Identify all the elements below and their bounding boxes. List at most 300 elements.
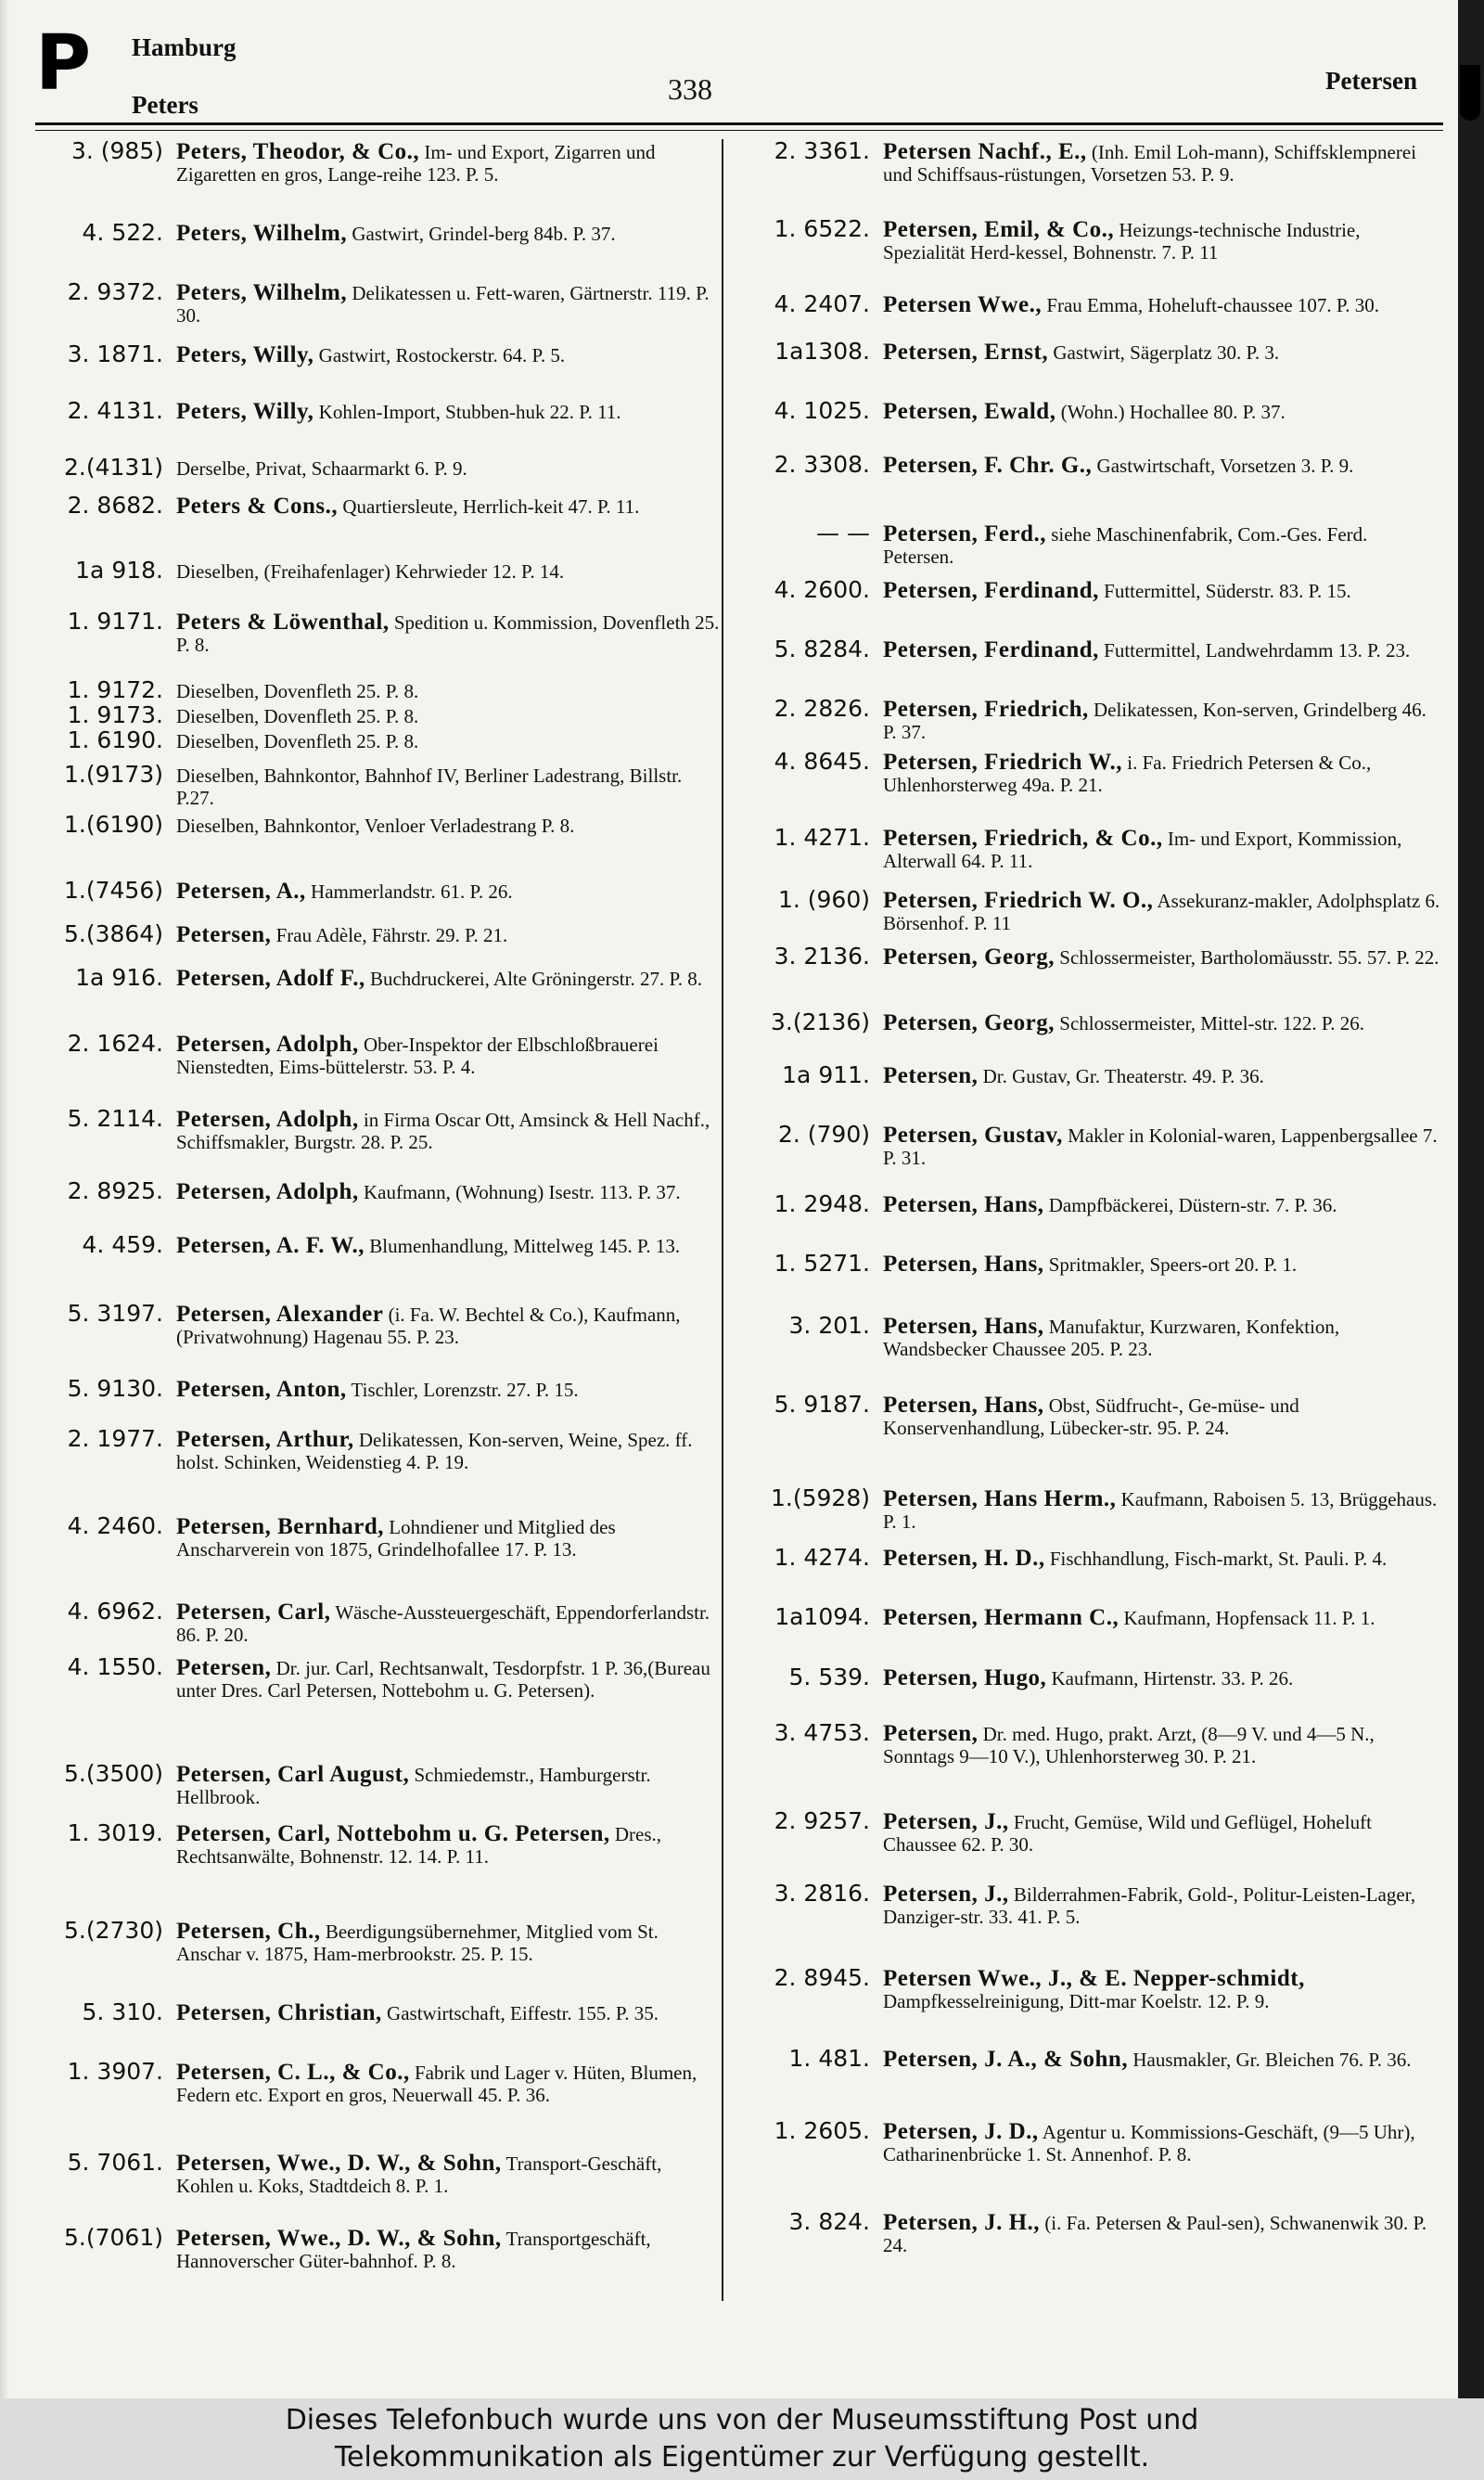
phone-number: 1.(7456) xyxy=(64,877,163,904)
subscriber-name: Petersen, F. Chr. G., xyxy=(883,453,1093,478)
phone-number: 3. 201. xyxy=(788,1312,870,1339)
subscriber-name: Petersen, Adolph, xyxy=(176,1107,359,1132)
directory-entry xyxy=(742,1807,1443,1856)
subscriber-name: Petersen, Hans Herm., xyxy=(883,1486,1117,1511)
directory-entry xyxy=(742,1250,1443,1278)
subscriber-details: siehe Maschinenfabrik, Com.-Ges. Ferd. Petersen. xyxy=(883,523,1368,568)
subscriber-name: Petersen, J. A., & Sohn, xyxy=(883,2047,1129,2072)
subscriber-name: Petersen, J., xyxy=(883,1809,1009,1834)
subscriber-name: Petersen, Hans, xyxy=(883,1393,1044,1418)
page-number: 338 xyxy=(668,72,712,106)
subscriber-details: in Firma Oscar Ott, Amsinck & Hell Nachf., Schiffsmakler, Burgstr. 28. P. 25. xyxy=(176,1109,710,1153)
phone-number: 3. 1871. xyxy=(67,341,163,367)
entry-text xyxy=(176,1177,723,1203)
entry-text xyxy=(883,2045,1443,2071)
entry-text xyxy=(176,1030,723,1078)
entry-text xyxy=(176,811,723,837)
directory-entry xyxy=(742,2045,1443,2073)
header-first-name: Peters xyxy=(132,91,198,119)
archive-notice-line-2: Telekommunikation als Eigentümer zur Verfügung gestellt. xyxy=(334,2441,1150,2474)
subscriber-details: Transport-Geschäft, Kohlen u. Koks, Stadtdeich 8. P. 1. xyxy=(176,2152,662,2197)
archive-notice xyxy=(0,2398,1484,2480)
subscriber-name: Peters, Willy, xyxy=(176,342,314,367)
entry-text xyxy=(883,1664,1443,1690)
phone-number: 5.(3500) xyxy=(64,1760,163,1787)
header-rule-thin xyxy=(35,130,1443,131)
entry-text xyxy=(883,1603,1443,1629)
subscriber-name: Petersen Wwe., J., & E. Nepper-schmidt, xyxy=(883,1966,1305,1991)
subscriber-details: Dr. med. Hugo, prakt. Arzt, (8—9 V. und 4—5 N., Sonntags 9—10 V.), Uhlenhorsterweg 30. P. 21. xyxy=(883,1723,1375,1767)
entry-text xyxy=(176,492,723,518)
subscriber-name: Petersen, Friedrich, & Co., xyxy=(883,826,1163,851)
subscriber-details: Gastwirt, Sägerplatz 30. P. 3. xyxy=(1053,341,1280,364)
phone-number: 5. 539. xyxy=(788,1664,870,1690)
directory-entry xyxy=(37,608,723,656)
subscriber-name: Petersen, Friedrich W. O., xyxy=(883,888,1154,913)
phone-number: 1.(5928) xyxy=(771,1484,870,1511)
subscriber-name: Petersen, Ernst, xyxy=(883,340,1049,365)
directory-entry xyxy=(37,1998,723,2026)
phone-number: 5.(3864) xyxy=(64,920,163,947)
subscriber-name: Peters, Theodor, & Co., xyxy=(176,139,420,164)
phone-number: 3. 824. xyxy=(788,2208,870,2235)
entry-text xyxy=(176,964,723,990)
subscriber-name: Petersen, Carl, Nottebohm u. G. Petersen, xyxy=(176,1821,610,1846)
subscriber-name: Petersen, Christian, xyxy=(176,2000,382,2025)
entry-text xyxy=(883,1807,1443,1856)
directory-entry xyxy=(37,1177,723,1205)
subscriber-details: Blumenhandlung, Mittelweg 145. P. 13. xyxy=(369,1235,681,1257)
subscriber-name: Petersen, Friedrich W., xyxy=(883,750,1122,775)
entry-text xyxy=(176,1598,723,1646)
subscriber-name: Petersen, Anton, xyxy=(176,1377,347,1402)
directory-entry xyxy=(742,137,1443,186)
subscriber-name: Petersen, Hans, xyxy=(883,1252,1044,1277)
directory-entry xyxy=(742,2117,1443,2165)
entry-text xyxy=(883,1190,1443,1216)
subscriber-name: Petersen, A., xyxy=(176,879,306,904)
entry-text xyxy=(883,215,1443,263)
subscriber-name: Petersen, Emil, & Co., xyxy=(883,217,1115,242)
subscriber-details: Derselbe, Privat, Schaarmarkt 6. P. 9. xyxy=(176,457,467,480)
phone-number: 5. 9187. xyxy=(774,1391,870,1418)
phone-number: 1a 918. xyxy=(75,557,163,584)
phone-number: 1a1094. xyxy=(774,1603,870,1630)
entry-text xyxy=(176,1105,723,1153)
subscriber-name: Petersen, Adolf F., xyxy=(176,966,365,991)
phone-number: 1. 6190. xyxy=(67,726,163,753)
phone-number: 4. 2600. xyxy=(774,576,870,603)
directory-entry xyxy=(37,761,723,809)
subscriber-name: Petersen, J., xyxy=(883,1882,1009,1907)
entry-text xyxy=(176,137,723,186)
page-tab-notch xyxy=(1460,65,1480,121)
subscriber-details: i. Fa. Friedrich Petersen & Co., Uhlenhorsterweg 49a. P. 21. xyxy=(883,752,1372,796)
subscriber-name: Peters, Wilhelm, xyxy=(176,221,348,246)
subscriber-name: Petersen, xyxy=(176,1655,272,1680)
subscriber-details: Tischler, Lorenzstr. 27. P. 15. xyxy=(351,1379,579,1401)
phone-number: 1. 481. xyxy=(788,2045,870,2072)
phone-number: 1. 9171. xyxy=(67,608,163,635)
entry-text xyxy=(176,726,723,752)
subscriber-details: (i. Fa. W. Bechtel & Co.), Kaufmann, (Privatwohnung) Hagenau 55. P. 23. xyxy=(176,1304,681,1348)
phone-number: 5. 8284. xyxy=(774,636,870,662)
phone-number: 4. 459. xyxy=(82,1231,163,1258)
phone-number: 2. 9372. xyxy=(67,278,163,305)
phone-number: 4. 2407. xyxy=(774,290,870,317)
page-left-edge xyxy=(0,0,9,2398)
subscriber-details: Dr. Gustav, Gr. Theaterstr. 49. P. 36. xyxy=(982,1065,1264,1087)
subscriber-details: Kaufmann, Hopfensack 11. P. 1. xyxy=(1123,1607,1375,1629)
subscriber-details: Spedition u. Kommission, Dovenfleth 25. P. 8. xyxy=(176,611,720,656)
subscriber-details: Delikatessen u. Fett-waren, Gärtnerstr. 119. P. 30. xyxy=(176,282,710,327)
entry-text xyxy=(176,219,723,245)
directory-entry xyxy=(37,1375,723,1403)
subscriber-details: Dieselben, Dovenfleth 25. P. 8. xyxy=(176,705,419,727)
directory-entry xyxy=(742,1061,1443,1089)
entry-text xyxy=(883,748,1443,796)
entry-text xyxy=(176,397,723,423)
directory-entry xyxy=(742,576,1443,604)
entry-text xyxy=(883,1250,1443,1276)
entry-text xyxy=(176,1760,723,1808)
subscriber-name: Peters, Wilhelm, xyxy=(176,280,348,305)
phone-number: 4. 1025. xyxy=(774,397,870,424)
subscriber-name: Petersen, Wwe., D. W., & Sohn, xyxy=(176,2226,502,2251)
phone-number: 2. 3361. xyxy=(774,137,870,164)
phone-number: 4. 8645. xyxy=(774,748,870,775)
directory-entry xyxy=(742,1484,1443,1533)
subscriber-name: Petersen, Hans, xyxy=(883,1192,1044,1217)
subscriber-name: Petersen, Ch., xyxy=(176,1919,321,1944)
directory-entry xyxy=(37,137,723,186)
subscriber-details: Makler in Kolonial-waren, Lappenbergsallee 7. P. 31. xyxy=(883,1124,1438,1169)
directory-entry xyxy=(742,1121,1443,1169)
directory-entry xyxy=(37,811,723,839)
subscriber-name: Petersen, J. D., xyxy=(883,2119,1039,2144)
entry-text xyxy=(883,137,1443,186)
phone-number: — — xyxy=(816,520,870,546)
entry-text xyxy=(176,608,723,656)
directory-entry xyxy=(37,701,723,729)
phone-number: 1. 4271. xyxy=(774,824,870,851)
subscriber-details: Kaufmann, (Wohnung) Isestr. 113. P. 37. xyxy=(363,1181,681,1203)
directory-entry xyxy=(37,877,723,905)
subscriber-details: Kohlen-Import, Stubben-huk 22. P. 11. xyxy=(318,401,621,423)
subscriber-details: Futtermittel, Landwehrdamm 13. P. 23. xyxy=(1104,639,1411,662)
subscriber-details: Dampfbäckerei, Düstern-str. 7. P. 36. xyxy=(1048,1194,1337,1216)
section-letter: P xyxy=(35,19,92,108)
subscriber-name: Petersen, Arthur, xyxy=(176,1427,354,1452)
phone-number: 2. 8925. xyxy=(67,1177,163,1204)
entry-text xyxy=(883,576,1443,602)
directory-entry xyxy=(37,1425,723,1473)
directory-entry xyxy=(37,1917,723,1965)
subscriber-details: Im- und Export, Kommission, Alterwall 64. P. 11. xyxy=(883,828,1402,872)
subscriber-name: Petersen, Ferdinand, xyxy=(883,578,1099,603)
phone-number: 2. 3308. xyxy=(774,451,870,478)
subscriber-details: Dieselben, Dovenfleth 25. P. 8. xyxy=(176,680,419,702)
directory-entry xyxy=(742,748,1443,796)
entry-text xyxy=(883,2117,1443,2165)
subscriber-name: Peters, Willy, xyxy=(176,399,314,424)
directory-entry xyxy=(37,2149,723,2197)
phone-number: 1. 9173. xyxy=(67,701,163,728)
entry-text xyxy=(176,1819,723,1868)
entry-text xyxy=(176,2058,723,2106)
entry-text xyxy=(883,1009,1443,1034)
subscriber-name: Petersen, A. F. W., xyxy=(176,1233,365,1258)
phone-number: 2. 9257. xyxy=(774,1807,870,1834)
directory-entry xyxy=(742,338,1443,366)
header-city: Hamburg xyxy=(132,33,237,61)
entry-text xyxy=(883,1484,1443,1533)
entry-text xyxy=(176,278,723,327)
subscriber-name: Peters & Löwenthal, xyxy=(176,610,390,635)
subscriber-details: Dieselben, (Freihafenlager) Kehrwieder 12. P. 14. xyxy=(176,560,565,583)
entry-text xyxy=(176,341,723,366)
subscriber-details: Im- und Export, Zigarren und Zigaretten en gros, Lange-reihe 123. P. 5. xyxy=(176,141,656,186)
subscriber-details: (i. Fa. Petersen & Paul-sen), Schwanenwik 30. P. 24. xyxy=(883,2212,1427,2256)
entry-text xyxy=(176,761,723,809)
entry-text xyxy=(883,886,1443,934)
subscriber-details: Transportgeschäft, Hannoverscher Güter-bahnhof. P. 8. xyxy=(176,2228,651,2272)
subscriber-name: Petersen, J. H., xyxy=(883,2210,1041,2235)
subscriber-details: Obst, Südfrucht-, Ge-müse- und Konservenhandlung, Lübecker-str. 95. P. 24. xyxy=(883,1394,1299,1439)
phone-number: 3. 4753. xyxy=(774,1719,870,1746)
phone-number: 2. 1977. xyxy=(67,1425,163,1452)
subscriber-details: Buchdruckerei, Alte Gröningerstr. 27. P. 8. xyxy=(369,968,703,990)
subscriber-details: Frau Adèle, Fährstr. 29. P. 21. xyxy=(275,924,508,946)
phone-number: 1. 2948. xyxy=(774,1190,870,1217)
directory-entry xyxy=(37,676,723,704)
subscriber-details: Futtermittel, Süderstr. 83. P. 15. xyxy=(1104,580,1351,602)
phone-number: 2.(4131) xyxy=(64,454,163,481)
phone-number: 4. 522. xyxy=(82,219,163,246)
entry-text xyxy=(176,1998,723,2024)
phone-number: 5. 2114. xyxy=(67,1105,163,1132)
entry-text xyxy=(176,2224,723,2272)
directory-entry xyxy=(742,1664,1443,1691)
entry-text xyxy=(883,520,1443,568)
subscriber-details: Assekuranz-makler, Adolphsplatz 6. Börsenhof. P. 11 xyxy=(883,890,1440,934)
subscriber-name: Petersen, Ewald, xyxy=(883,399,1056,424)
subscriber-name: Petersen, Adolph, xyxy=(176,1179,359,1204)
subscriber-name: Petersen, xyxy=(883,1721,979,1746)
subscriber-name: Petersen, xyxy=(176,922,272,947)
phone-number: 3. 2136. xyxy=(774,943,870,970)
subscriber-name: Petersen, Carl, xyxy=(176,1600,331,1625)
entry-text xyxy=(883,2208,1443,2256)
directory-entry xyxy=(37,557,723,585)
entry-text xyxy=(176,1375,723,1401)
subscriber-details: Delikatessen, Kon-serven, Weine, Spez. ff. holst. Schinken, Weidenstieg 4. P. 19. xyxy=(176,1429,693,1473)
subscriber-details: Delikatessen, Kon-serven, Grindelberg 46. P. 37. xyxy=(883,699,1426,743)
phone-number: 1a 916. xyxy=(75,964,163,991)
subscriber-name: Petersen, Bernhard, xyxy=(176,1514,385,1539)
phone-number: 4. 1550. xyxy=(67,1653,163,1680)
subscriber-details: Frucht, Gemüse, Wild und Geflügel, Hoheluft Chaussee 62. P. 30. xyxy=(883,1811,1372,1856)
subscriber-name: Petersen Nachf., E., xyxy=(883,139,1087,164)
phone-number: 2. 8945. xyxy=(774,1964,870,1991)
phone-number: 2. 1624. xyxy=(67,1030,163,1057)
directory-entry xyxy=(37,1653,723,1702)
entry-text xyxy=(883,943,1443,969)
phone-number: 3. (985) xyxy=(70,137,163,164)
directory-entry xyxy=(742,1880,1443,1928)
phone-number: 2. (790) xyxy=(777,1121,870,1148)
subscriber-details: Lohndiener und Mitglied des Anscharverein von 1875, Grindelhofallee 17. P. 13. xyxy=(176,1516,616,1561)
subscriber-details: Beerdigungsübernehmer, Mitglied vom St. Anschar v. 1875, Ham-merbrookstr. 25. P. 15. xyxy=(176,1921,659,1965)
subscriber-name: Petersen, Friedrich, xyxy=(883,697,1089,722)
subscriber-details: Manufaktur, Kurzwaren, Konfektion, Wandsbecker Chaussee 205. P. 23. xyxy=(883,1316,1340,1360)
directory-entry xyxy=(742,1190,1443,1218)
entry-text xyxy=(176,454,723,480)
subscriber-details: Bilderrahmen-Fabrik, Gold-, Politur-Leisten-Lager, Danziger-str. 33. 41. P. 5. xyxy=(883,1883,1416,1928)
subscriber-name: Petersen, C. L., & Co., xyxy=(176,2060,410,2085)
subscriber-details: Ober-Inspektor der Elbschloßbrauerei Nienstedten, Eims-büttelerstr. 53. P. 4. xyxy=(176,1034,659,1078)
page-right-edge xyxy=(1458,0,1484,2398)
phone-number: 2. 4131. xyxy=(67,397,163,424)
subscriber-details: Gastwirtschaft, Vorsetzen 3. P. 9. xyxy=(1096,455,1354,477)
entry-text xyxy=(883,1719,1443,1767)
directory-entry xyxy=(37,341,723,368)
phone-number: 1. 2605. xyxy=(774,2117,870,2144)
directory-entry xyxy=(742,215,1443,263)
phone-number: 5. 310. xyxy=(82,1998,163,2025)
directory-entry xyxy=(742,1544,1443,1572)
phone-number: 5. 3197. xyxy=(67,1300,163,1327)
entry-text xyxy=(176,1231,723,1257)
entry-text xyxy=(883,1964,1443,2012)
subscriber-details: Schlossermeister, Bartholomäusstr. 55. 57. P. 22. xyxy=(1059,946,1439,969)
phone-number: 1a 911. xyxy=(782,1061,870,1088)
phone-number: 5. 9130. xyxy=(67,1375,163,1402)
entry-text xyxy=(176,557,723,583)
directory-entry xyxy=(742,1719,1443,1767)
subscriber-name: Petersen, Hugo, xyxy=(883,1665,1047,1690)
phone-number: 1. 9172. xyxy=(67,676,163,703)
phone-number: 1. 3907. xyxy=(67,2058,163,2085)
subscriber-details: (Wohn.) Hochallee 80. P. 37. xyxy=(1060,401,1286,423)
subscriber-details: Gastwirtschaft, Eiffestr. 155. P. 35. xyxy=(387,2002,659,2024)
directory-entry xyxy=(37,1598,723,1646)
subscriber-details: Dieselben, Bahnkontor, Bahnhof IV, Berliner Ladestrang, Billstr. P.27. xyxy=(176,765,683,809)
subscriber-name: Peters & Cons., xyxy=(176,494,339,519)
subscriber-details: Dieselben, Bahnkontor, Venloer Verladestrang P. 8. xyxy=(176,815,575,837)
subscriber-details: Schmiedemstr., Hamburgerstr. Hellbrook. xyxy=(176,1764,651,1808)
entry-text xyxy=(176,676,723,702)
phone-number: 1.(6190) xyxy=(64,811,163,838)
entry-text xyxy=(176,2149,723,2197)
subscriber-details: Gastwirt, Grindel-berg 84b. P. 37. xyxy=(352,223,616,245)
directory-entry xyxy=(742,1312,1443,1360)
phone-number: 4. 2460. xyxy=(67,1512,163,1539)
phone-number: 2. 8682. xyxy=(67,492,163,519)
subscriber-name: Petersen, Georg, xyxy=(883,1010,1055,1035)
archive-notice-line-1: Dieses Telefonbuch wurde uns von der Museumsstiftung Post und xyxy=(285,2404,1199,2436)
phone-number: 1. 3019. xyxy=(67,1819,163,1846)
phone-number: 1.(9173) xyxy=(64,761,163,788)
directory-entry xyxy=(742,943,1443,970)
phone-number: 1. 5271. xyxy=(774,1250,870,1277)
subscriber-details: Dieselben, Dovenfleth 25. P. 8. xyxy=(176,730,419,752)
directory-entry xyxy=(37,1105,723,1153)
subscriber-details: Dres., Rechtsanwälte, Bohnenstr. 12. 14. P. 11. xyxy=(176,1823,662,1868)
directory-entry xyxy=(742,695,1443,743)
directory-entry xyxy=(37,1030,723,1078)
phone-number: 1. (960) xyxy=(777,886,870,913)
subscriber-details: Fischhandlung, Fisch-markt, St. Pauli. P. 4. xyxy=(1049,1548,1388,1570)
subscriber-name: Petersen, Gustav, xyxy=(883,1123,1063,1148)
entry-text xyxy=(883,451,1443,477)
phone-number: 3.(2136) xyxy=(771,1009,870,1035)
subscriber-details: Dr. jur. Carl, Rechtsanwalt, Tesdorpfstr. 1 P. 36,(Bureau unter Dres. Carl Petersen, Nottebohm u. G. Petersen). xyxy=(176,1657,710,1702)
entry-text xyxy=(176,877,723,903)
subscriber-details: Quartiersleute, Herrlich-keit 47. P. 11. xyxy=(342,495,640,518)
entry-text xyxy=(176,1917,723,1965)
entry-text xyxy=(176,1512,723,1561)
entry-text xyxy=(176,1300,723,1348)
directory-entry xyxy=(37,1300,723,1348)
entry-text xyxy=(883,1312,1443,1360)
entry-text xyxy=(883,695,1443,743)
directory-entry xyxy=(742,1603,1443,1631)
directory-entry xyxy=(742,397,1443,425)
entry-text xyxy=(176,920,723,946)
entry-text xyxy=(883,1061,1443,1087)
subscriber-name: Petersen, Georg, xyxy=(883,944,1055,970)
subscriber-details: Kaufmann, Hirtenstr. 33. P. 26. xyxy=(1051,1667,1294,1690)
directory-entry xyxy=(37,1231,723,1259)
directory-entry xyxy=(37,492,723,520)
directory-entry xyxy=(37,454,723,482)
subscriber-name: Petersen, Carl August, xyxy=(176,1762,410,1787)
subscriber-details: Hammerlandstr. 61. P. 26. xyxy=(311,880,513,903)
subscriber-details: Heizungs-technische Industrie, Spezialität Herd-kessel, Bohnenstr. 7. P. 11 xyxy=(883,219,1361,263)
subscriber-details: (Inh. Emil Loh-mann), Schiffsklempnerei und Schiffsaus-rüstungen, Vorsetzen 53. P. 9. xyxy=(883,141,1417,186)
directory-entry xyxy=(742,1964,1443,2012)
subscriber-details: Gastwirt, Rostockerstr. 64. P. 5. xyxy=(318,344,566,366)
subscriber-details: Agentur u. Kommissions-Geschäft, (9—5 Uhr), Catharinenbrücke 1. St. Annenhof. P. 8. xyxy=(883,2121,1415,2165)
subscriber-details: Frau Emma, Hoheluft-chaussee 107. P. 30. xyxy=(1046,294,1379,316)
directory-entry xyxy=(37,219,723,247)
subscriber-name: Petersen, Wwe., D. W., & Sohn, xyxy=(176,2151,502,2176)
entry-text xyxy=(883,290,1443,316)
subscriber-details: Kaufmann, Raboisen 5. 13, Brüggehaus. P. 1. xyxy=(883,1488,1438,1533)
subscriber-details: Hausmakler, Gr. Bleichen 76. P. 36. xyxy=(1132,2049,1412,2071)
entry-text xyxy=(883,636,1443,662)
subscriber-name: Petersen, xyxy=(883,1063,979,1088)
subscriber-name: Petersen Wwe., xyxy=(883,292,1043,317)
directory-entry xyxy=(37,2058,723,2106)
subscriber-name: Petersen, H. D., xyxy=(883,1546,1045,1571)
subscriber-details: Schlossermeister, Mittel-str. 122. P. 26. xyxy=(1059,1012,1364,1034)
subscriber-name: Petersen, Hans, xyxy=(883,1314,1044,1339)
subscriber-name: Petersen, Alexander xyxy=(176,1302,384,1327)
directory-entry xyxy=(742,824,1443,872)
phone-number: 5. 7061. xyxy=(67,2149,163,2176)
directory-entry xyxy=(37,964,723,992)
directory-entry xyxy=(37,1512,723,1561)
directory-entry xyxy=(37,278,723,327)
entry-text xyxy=(883,338,1443,364)
directory-entry xyxy=(742,1009,1443,1036)
directory-entry xyxy=(742,1391,1443,1439)
header-last-name: Petersen xyxy=(1325,67,1417,95)
directory-entry xyxy=(742,886,1443,934)
directory-entry xyxy=(37,1760,723,1808)
